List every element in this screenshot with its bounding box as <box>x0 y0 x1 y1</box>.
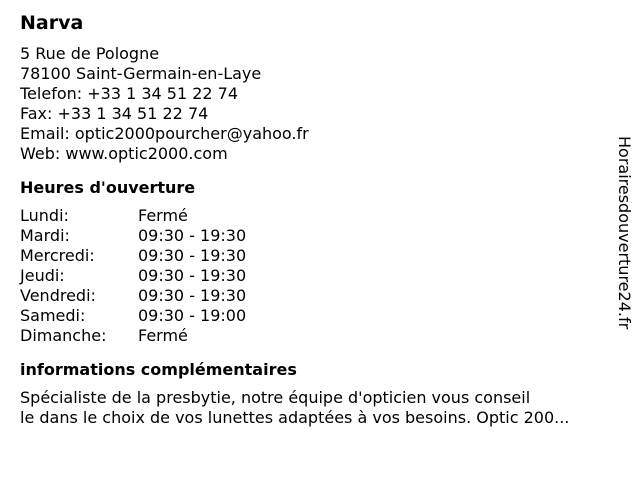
hours-heading: Heures d'ouverture <box>20 178 196 197</box>
hours-day: Mardi: <box>20 226 70 245</box>
hours-row <box>20 286 610 306</box>
hours-row <box>20 326 610 346</box>
hours-row <box>20 266 610 286</box>
business-card <box>20 10 610 428</box>
web-line: Web: www.optic2000.com <box>20 144 228 163</box>
hours-row <box>20 246 610 266</box>
hours-day: Vendredi: <box>20 286 96 305</box>
business-name: Narva <box>20 12 84 34</box>
address-street: 5 Rue de Pologne <box>20 44 160 63</box>
address-city: 78100 Saint-Germain-en-Laye <box>20 64 262 83</box>
hours-time: Fermé <box>138 326 188 345</box>
phone-line: Telefon: +33 1 34 51 22 74 <box>20 84 239 103</box>
hours-row <box>20 226 610 246</box>
fax-line: Fax: +33 1 34 51 22 74 <box>20 104 209 123</box>
info-line: le dans le choix de vos lunettes adaptées à vos besoins. Optic 200... <box>20 408 570 427</box>
hours-time: 09:30 - 19:30 <box>138 266 247 285</box>
hours-day: Mercredi: <box>20 246 95 265</box>
hours-row <box>20 306 610 326</box>
watermark-text: Horairesdouverture24.fr <box>615 136 634 330</box>
hours-table <box>20 206 610 346</box>
hours-day: Dimanche: <box>20 326 107 345</box>
email-line: Email: optic2000pourcher@yahoo.fr <box>20 124 309 143</box>
info-line: Spécialiste de la presbytie, notre équipe d'opticien vous conseil <box>20 388 531 407</box>
contact-block <box>20 44 610 164</box>
hours-time: 09:30 - 19:00 <box>138 306 247 325</box>
hours-day: Lundi: <box>20 206 69 225</box>
hours-day: Jeudi: <box>20 266 65 285</box>
hours-time: 09:30 - 19:30 <box>138 226 247 245</box>
hours-time: Fermé <box>138 206 188 225</box>
hours-time: 09:30 - 19:30 <box>138 286 247 305</box>
info-description <box>20 388 610 428</box>
hours-row <box>20 206 610 226</box>
hours-time: 09:30 - 19:30 <box>138 246 247 265</box>
hours-day: Samedi: <box>20 306 86 325</box>
info-heading: informations complémentaires <box>20 360 297 379</box>
